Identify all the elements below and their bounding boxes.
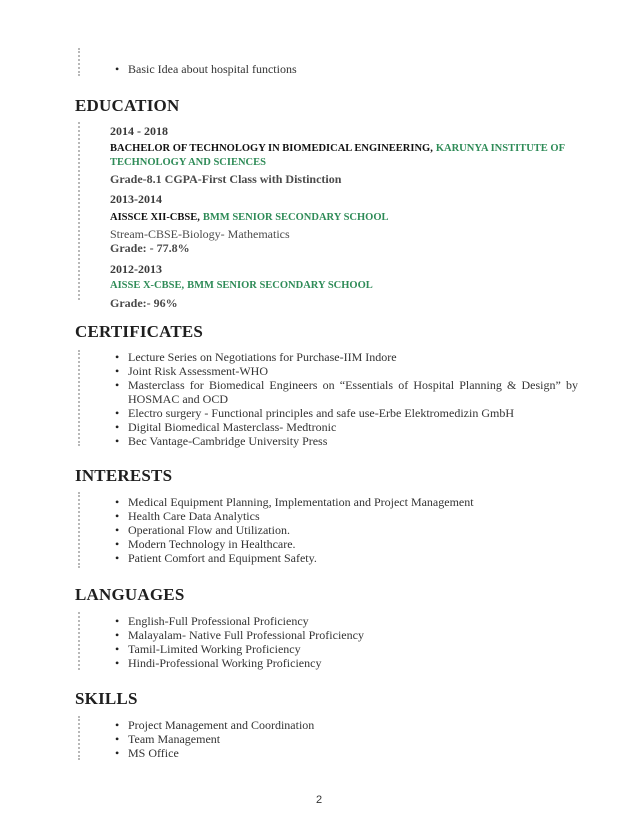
list-item: • English-Full Professional Proficiency xyxy=(115,614,578,628)
education-years: 2014 - 2018 xyxy=(110,124,168,138)
languages-list xyxy=(115,614,578,670)
education-institute: BMM SENIOR SECONDARY SCHOOL xyxy=(202,212,389,223)
education-degree-line xyxy=(110,209,580,225)
dotted-guide xyxy=(78,350,80,446)
list-item: • Modern Technology in Healthcare. xyxy=(115,537,578,551)
list-item: • Health Care Data Analytics xyxy=(115,509,578,523)
education-years: 2012-2013 xyxy=(110,262,162,276)
education-years: 2013-2014 xyxy=(110,192,162,206)
skills-heading: SKILLS xyxy=(75,689,138,708)
education-degree: AISSCE XII-CBSE, xyxy=(110,212,200,223)
list-item: • Joint Risk Assessment-WHO xyxy=(115,364,578,378)
education-entry xyxy=(110,192,580,255)
list-item: • Operational Flow and Utilization. xyxy=(115,523,578,537)
education-degree-line xyxy=(110,141,580,169)
list-item: • Team Management xyxy=(115,732,578,746)
list-item: • MS Office xyxy=(115,746,578,760)
education-grade: Grade:- 96% xyxy=(110,296,178,310)
education-entry xyxy=(110,124,580,186)
list-item: • Patient Comfort and Equipment Safety. xyxy=(115,551,578,565)
education-degree: AISSE X-CBSE, xyxy=(110,280,185,291)
list-item: • Tamil-Limited Working Proficiency xyxy=(115,642,578,656)
list-item: • Masterclass for Biomedical Engineers on “Essentials of Hospital Planning & Design” by HOSMAC and OCD xyxy=(115,378,578,406)
education-degree-line xyxy=(110,277,580,293)
list-item: • Project Management and Coordination xyxy=(115,718,578,732)
list-item: • Lecture Series on Negotiations for Purchase-IIM Indore xyxy=(115,350,578,364)
list-item: • Basic Idea about hospital functions xyxy=(115,62,578,76)
dotted-guide xyxy=(78,612,80,670)
dotted-guide xyxy=(78,48,80,76)
interests-list xyxy=(115,495,578,565)
education-institute: KARUNYA INSTITUTE OF TECHNOLOGY AND SCIENCES xyxy=(110,143,565,168)
list-item: • Bec Vantage-Cambridge University Press xyxy=(115,434,578,448)
list-item: • Digital Biomedical Masterclass- Medtronic xyxy=(115,420,578,434)
certificates-list xyxy=(115,350,578,448)
skills-list xyxy=(115,718,578,760)
interests-heading: INTERESTS xyxy=(75,466,173,485)
education-grade: Grade-8.1 CGPA-First Class with Distinction xyxy=(110,172,342,186)
education-entry xyxy=(110,262,580,310)
education-heading: EDUCATION xyxy=(75,96,180,115)
dotted-guide xyxy=(78,122,80,300)
list-item: • Hindi-Professional Working Proficiency xyxy=(115,656,578,670)
list-item: • Malayalam- Native Full Professional Proficiency xyxy=(115,628,578,642)
education-grade: Grade: - 77.8% xyxy=(110,241,190,255)
education-detail: Stream-CBSE-Biology- Mathematics xyxy=(110,227,290,241)
dotted-guide xyxy=(78,492,80,568)
education-degree: BACHELOR OF TECHNOLOGY IN BIOMEDICAL ENGINEERING, xyxy=(110,143,433,154)
page-number: 2 xyxy=(315,794,323,806)
top-list xyxy=(115,62,578,76)
list-item: • Medical Equipment Planning, Implementation and Project Management xyxy=(115,495,578,509)
list-item: • Electro surgery - Functional principles and safe use-Erbe Elektromedizin GmbH xyxy=(115,406,578,420)
dotted-guide xyxy=(78,716,80,760)
languages-heading: LANGUAGES xyxy=(75,585,185,604)
education-institute: BMM SENIOR SECONDARY SCHOOL xyxy=(187,280,373,291)
certificates-heading: CERTIFICATES xyxy=(75,322,204,341)
